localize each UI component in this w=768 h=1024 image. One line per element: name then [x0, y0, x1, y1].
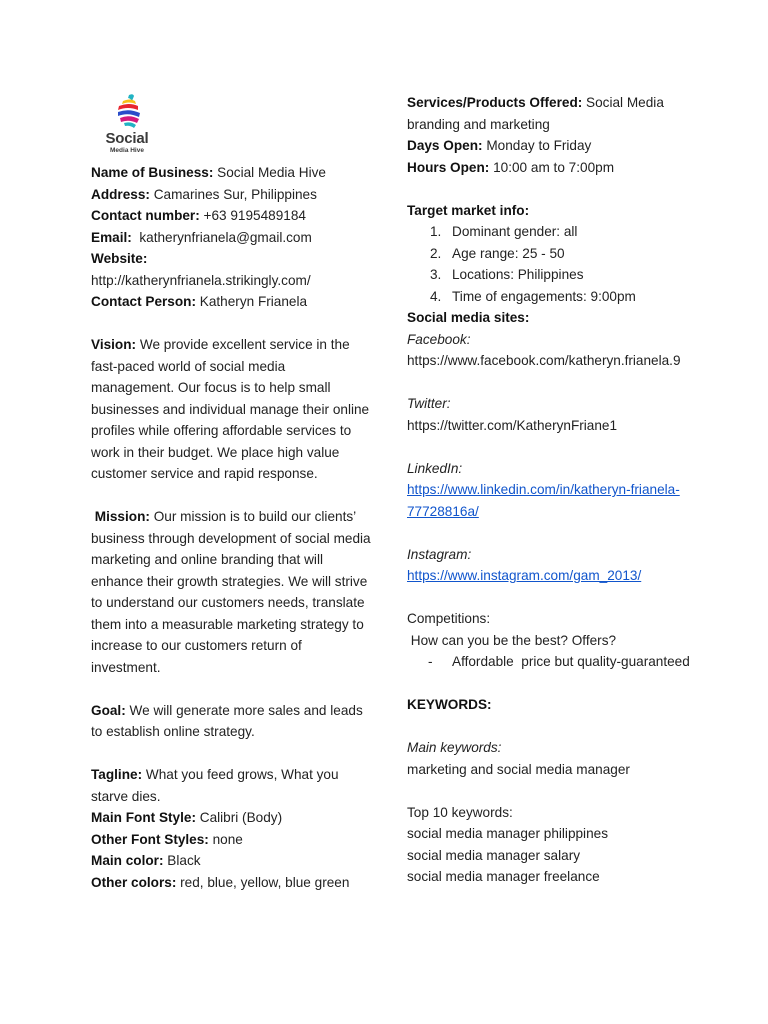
competitions-question: How can you be the best? Offers?: [407, 632, 617, 648]
hours-open-value: 10:00 am to 7:00pm: [489, 159, 615, 175]
goal-text: We will generate more sales and leads to establish online strategy.: [91, 702, 363, 739]
tagline-paragraph: [91, 764, 371, 807]
list-item: social media manager philippines: [407, 826, 608, 841]
social-sites-heading: Social media sites:: [407, 310, 530, 325]
competitions-label: Competitions:: [407, 611, 491, 626]
services-line: [407, 92, 692, 135]
email-line: [91, 227, 371, 249]
instagram-link[interactable]: https://www.instagram.com/gam_2013/: [407, 568, 642, 583]
website-label: Website:: [91, 251, 148, 266]
list-item: 2. Age range: 25 - 50: [430, 245, 565, 261]
goal-label: Goal:: [91, 702, 126, 718]
linkedin-link[interactable]: https://www.linkedin.com/in/katheryn-frianela-77728816a/: [407, 482, 680, 519]
logo-subtitle: Media Hive: [110, 147, 144, 154]
logo-ribbon-icon: [97, 92, 157, 132]
services-value: Social Media branding and marketing: [407, 95, 664, 132]
other-fonts-value: none: [208, 831, 243, 847]
services-label: Services/Products Offered:: [407, 95, 583, 110]
other-fonts-line: [91, 829, 371, 851]
website-label-line: [91, 248, 371, 270]
address-line: [91, 184, 371, 206]
hours-open-line: [407, 157, 692, 179]
social-media-hive-logo: [97, 92, 167, 162]
business-name-value: Social Media Hive: [213, 165, 326, 180]
mission-paragraph: [91, 506, 371, 678]
contact-person-label: Contact Person:: [91, 294, 196, 309]
tagline-label: Tagline:: [91, 767, 143, 782]
days-open-value: Monday to Friday: [482, 138, 592, 153]
contact-number-label: Contact number:: [91, 208, 200, 223]
main-color-label: Main color:: [91, 853, 164, 868]
main-keywords-label: Main keywords:: [407, 740, 502, 755]
list-item: 1. Dominant gender: all: [430, 224, 578, 239]
days-open-line: [407, 135, 692, 157]
mission-text: Our mission is to build our clients’ business through development of social media marketing and online branding that will enhance their growth strategies. We will strive to understand our customers needs, translate them into a measurable marketing strategy to increase to our customers return of investment.: [91, 509, 371, 675]
list-item: 3. Locations: Philippines: [430, 267, 584, 282]
right-column: [407, 92, 692, 888]
contact-person-value: Katheryn Frianela: [196, 294, 308, 309]
main-color-line: [91, 850, 371, 872]
main-font-line: [91, 807, 371, 829]
facebook-label: Facebook:: [407, 331, 471, 347]
business-name-label: Name of Business:: [91, 165, 214, 180]
hours-open-label: Hours Open:: [407, 159, 490, 175]
vision-paragraph: [91, 334, 371, 485]
main-font-label: Main Font Style:: [91, 810, 196, 825]
other-colors-value: red, blue, yellow, blue green: [176, 874, 350, 890]
twitter-label: Twitter:: [407, 396, 451, 411]
list-item: social media manager salary: [407, 847, 581, 863]
logo-wordmark: Social: [105, 130, 149, 147]
main-keywords-value: marketing and social media manager: [407, 761, 630, 777]
keywords-heading: KEYWORDS:: [407, 697, 492, 712]
offers-list: [428, 651, 692, 673]
other-colors-line: [91, 872, 371, 894]
list-item: 4. Time of engagements: 9:00pm: [430, 288, 636, 304]
main-font-value: Calibri (Body): [195, 810, 283, 825]
instagram-link-line: [407, 565, 692, 587]
website-value: http://katherynfrianela.strikingly.com/: [91, 272, 311, 288]
left-column: [91, 92, 371, 893]
top-keywords-label: Top 10 keywords:: [407, 804, 513, 820]
main-color-value: Black: [163, 853, 201, 868]
vision-label: Vision:: [91, 337, 137, 352]
email-value: katherynfrianela@gmail.com: [131, 229, 312, 245]
contact-number-line: [91, 205, 371, 227]
linkedin-link-line: [407, 479, 692, 522]
other-fonts-label: Other Font Styles:: [91, 831, 209, 847]
list-item: - Affordable price but quality-guaranteed: [428, 654, 690, 669]
facebook-url: https://www.facebook.com/katheryn.frianela.9: [407, 353, 681, 368]
target-market-list: [430, 221, 692, 307]
other-colors-label: Other colors:: [91, 874, 177, 890]
email-label: Email:: [91, 229, 132, 245]
business-name-line: [91, 162, 371, 184]
instagram-label: Instagram:: [407, 546, 472, 562]
address-value: Camarines Sur, Philippines: [149, 186, 317, 202]
tagline-text: What you feed grows, What you starve dies.: [91, 767, 339, 804]
target-market-heading: Target market info:: [407, 202, 530, 218]
goal-paragraph: [91, 700, 371, 743]
list-item: social media manager freelance: [407, 869, 600, 884]
days-open-label: Days Open:: [407, 138, 483, 153]
contact-number-value: +63 9195489184: [199, 208, 306, 223]
contact-person-line: [91, 291, 371, 313]
linkedin-label: LinkedIn:: [407, 460, 463, 476]
address-label: Address:: [91, 186, 150, 202]
mission-label: Mission:: [91, 509, 150, 524]
twitter-url: https://twitter.com/KatherynFriane1: [407, 417, 618, 433]
vision-text: We provide excellent service in the fast-paced world of social media management. Our focus is to help small businesses and individual manage their online profiles while offering affordable services to work in their budget. We place high value customer service and rapid response.: [91, 337, 370, 481]
